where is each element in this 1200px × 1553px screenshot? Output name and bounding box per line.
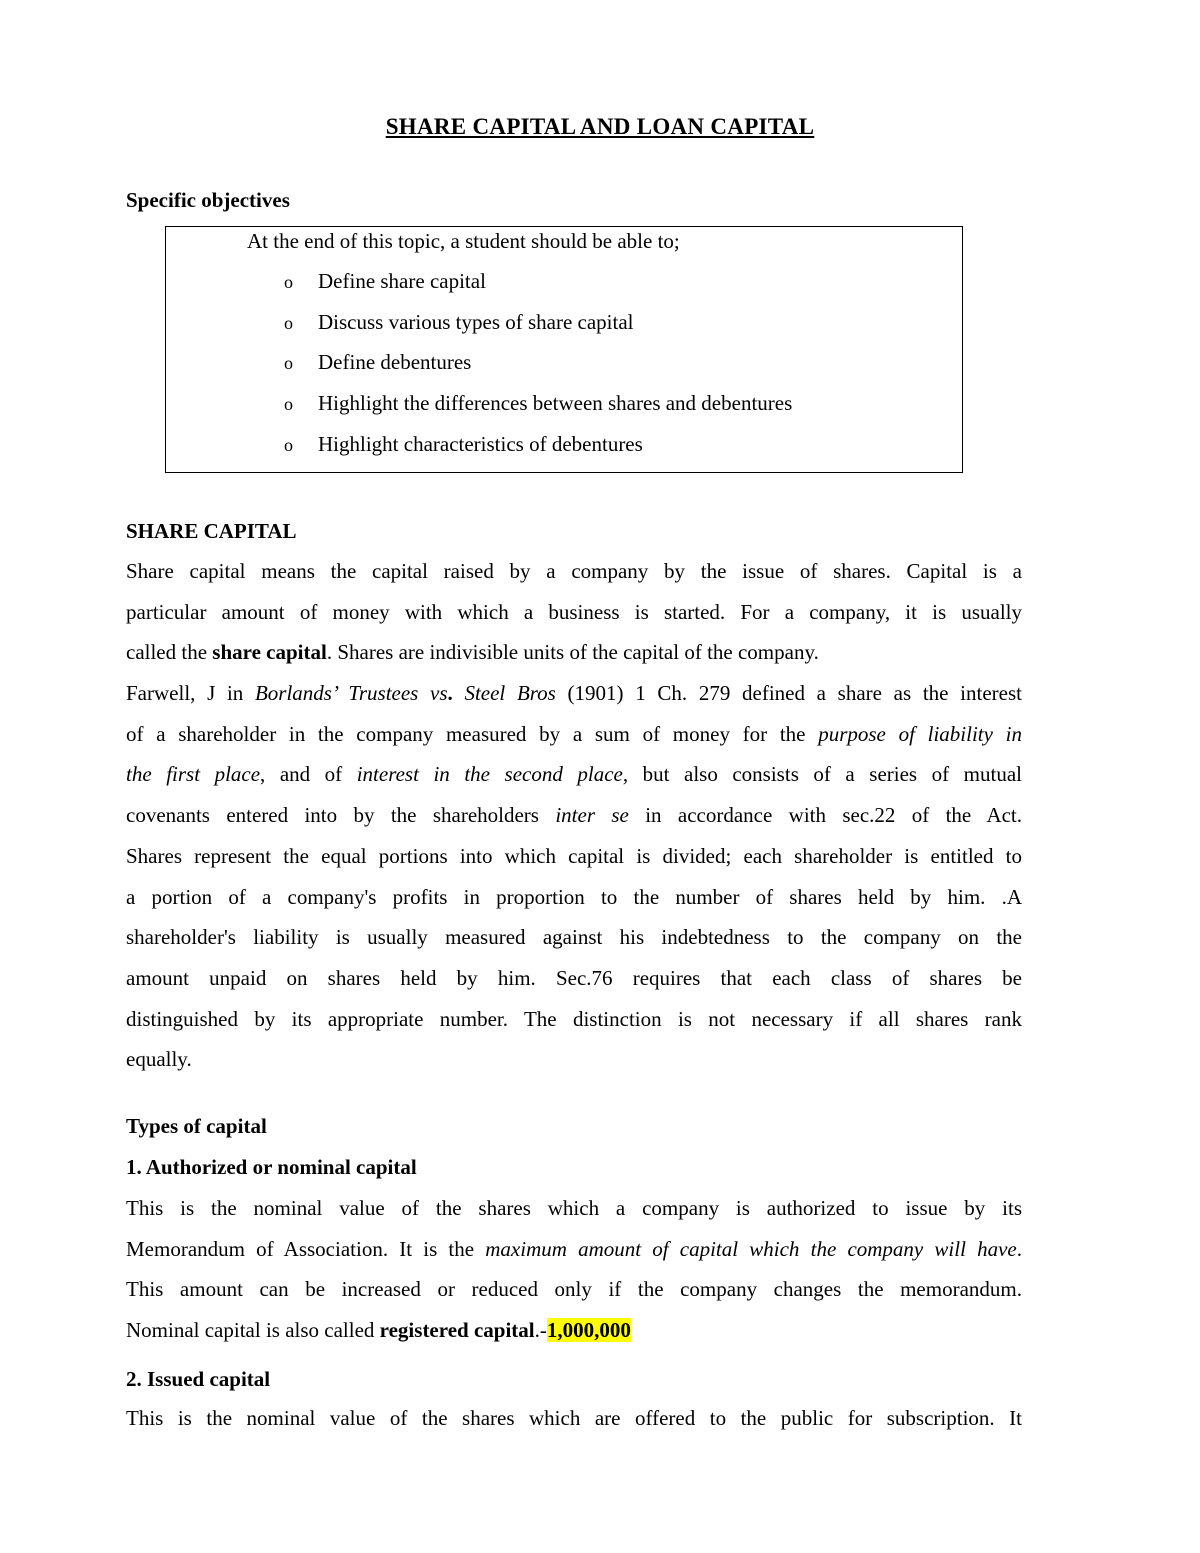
objectives-intro: At the end of this topic, a student should be able to; xyxy=(247,229,680,253)
document-title: SHARE CAPITAL AND LOAN CAPITAL xyxy=(385,114,815,139)
authorized-heading: 1. Authorized or nominal capital xyxy=(126,1155,417,1179)
authorized-paragraph: This is the nominal value of the shares which a company is authorized to issue by its Memorandum of Association. It is the maximum amount of capital which the company will have. This amount can be increased or reduced only if the company changes the memorandum. Nominal capital is also called registered capital.-1,000,000 xyxy=(126,1196,1022,1343)
list-item: o Highlight characteristics of debentures xyxy=(284,431,643,456)
bullet-icon: o xyxy=(284,272,293,292)
objectives-box xyxy=(165,226,963,473)
list-item: o Define debentures xyxy=(284,350,472,375)
highlighted-amount: 1,000,000 xyxy=(546,1318,631,1343)
bullet-icon: o xyxy=(284,353,293,374)
issued-paragraph: This is the nominal value of the shares which are offered to the public for subscription. It xyxy=(126,1406,1022,1430)
list-item: o Highlight the differences between shares and debentures xyxy=(284,391,793,416)
share-capital-heading: SHARE CAPITAL xyxy=(126,519,297,543)
bullet-icon: o xyxy=(284,394,293,415)
share-capital-paragraph: Share capital means the capital raised by a company by the issue of shares. Capital is a particular amount of money with which a business is started. For a company, it is usually called the share capital. Shares are indivisible units of the capital of the company. Farwell, J in Borlands’ Trustees vs. Steel Bros (1901) 1 Ch. 279 defined a share as the interest of a shareholder in the company measured by a sum of money for the purpose of liability in the first place, and of interest in the second place, but also consists of a series of mutual covenants entered into by the shareholders inter se in accordance with sec.22 of the Act. Shares represent the equal portions into which capital is divided; each shareholder is entitled to a portion of a company's profits in proportion to the number of shares held by him. .A shareholder's liability is usually measured against his indebtedness to the company on the amount unpaid on shares held by him. Sec.76 requires that each class of shares be distinguished by its appropriate number. The distinction is not necessary if all shares rank equally. xyxy=(126,559,1023,1072)
bullet-icon: o xyxy=(284,312,293,333)
objectives-heading: Specific objectives xyxy=(126,188,290,212)
list-item: o Define share capital xyxy=(284,269,486,293)
objectives-list xyxy=(284,269,792,472)
list-item: o Discuss various types of share capital xyxy=(284,309,634,334)
bullet-icon: o xyxy=(284,434,293,455)
issued-heading: 2. Issued capital xyxy=(126,1367,271,1391)
types-heading: Types of capital xyxy=(126,1114,267,1138)
